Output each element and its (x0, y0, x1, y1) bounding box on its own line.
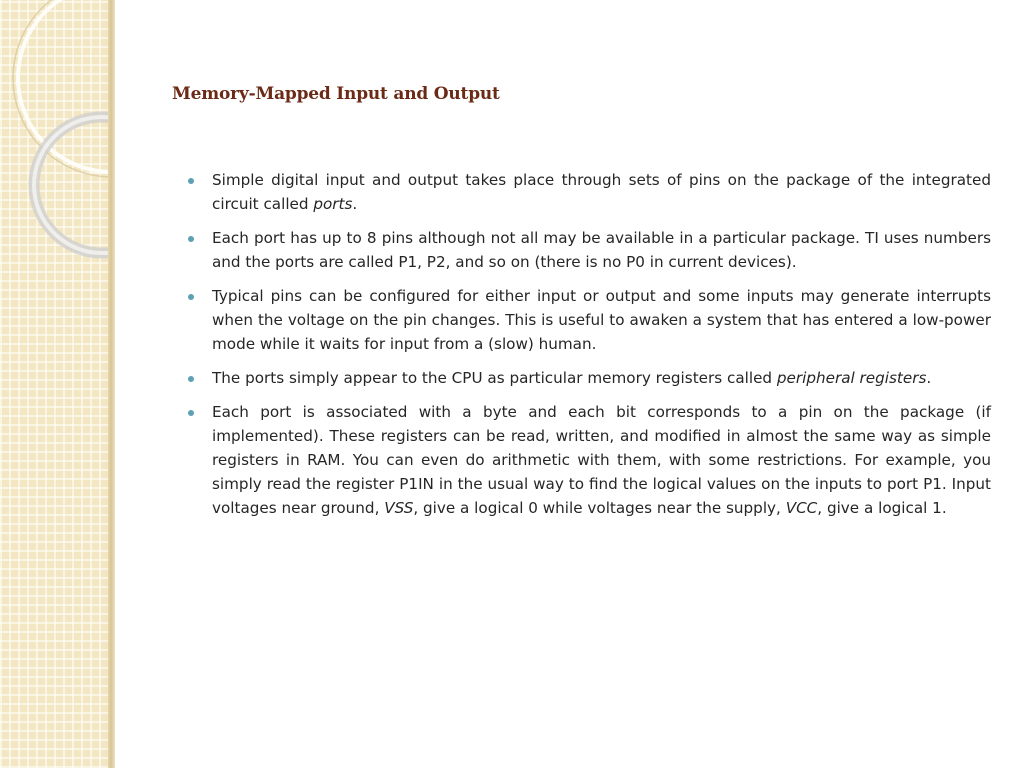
decorative-ring-large (18, 0, 108, 172)
bullet-text-segment: The ports simply appear to the CPU as particular memory registers called (212, 369, 777, 387)
bullet-item-pins (188, 226, 991, 274)
bullet-marker-icon (188, 236, 194, 242)
decorative-rings (0, 0, 108, 768)
bullet-item-interrupts (188, 284, 991, 356)
bullet-marker-icon (188, 294, 194, 300)
bullet-item-port-registers (188, 400, 991, 520)
bullet-marker-icon (188, 410, 194, 416)
bullet-text-segment: Each port is associated with a byte and each bit corresponds to a pin on the package (if implemented). These registers can be read, written, and modified in almost the same way as simple registers in RAM. You can even do arithmetic with them, with some restrictions. For example, you simply read the register P1IN in the usual way to find the logical values on the inputs to port P1. Input voltages near ground, (212, 403, 991, 517)
bullet-text: Each port has up to 8 pins although not all may be available in a particular package. TI uses numbers and the ports are called P1, P2, and so on (there is no P0 in current devices). (212, 229, 991, 271)
bullet-text-segment: , give a logical 0 while voltages near the supply, (413, 499, 786, 517)
bullet-text-segment: . (352, 195, 358, 213)
bullet-marker-icon (188, 376, 194, 382)
bullet-emphasis: VSS (384, 499, 414, 517)
bullet-item-ports (188, 168, 991, 216)
decorative-ring-gray-highlight (34, 117, 108, 253)
bullet-text-segment: Simple digital input and output takes place through sets of pins on the package of the integrated circuit called (212, 171, 991, 213)
bullet-emphasis: peripheral registers (776, 369, 927, 387)
decorative-ring-gray (34, 117, 108, 253)
decorative-ring-large-shadow (13, 0, 108, 177)
bullet-marker-icon (188, 178, 194, 184)
bullet-list (188, 168, 991, 530)
bullet-item-peripheral-registers (188, 366, 991, 390)
side-panel-edge (108, 0, 115, 768)
slide-title: Memory-Mapped Input and Output (172, 84, 500, 104)
bullet-text: Typical pins can be configured for either input or output and some inputs may generate interrupts when the voltage on the pin changes. This is useful to awaken a system that has entered a low-power mode while it waits for input from a (slow) human. (212, 287, 991, 353)
bullet-text-segment: , give a logical 1. (817, 499, 947, 517)
bullet-text-segment: . (926, 369, 932, 387)
bullet-emphasis: VCC (785, 499, 818, 517)
decorative-side-panel (0, 0, 108, 768)
bullet-emphasis: ports (313, 195, 353, 213)
